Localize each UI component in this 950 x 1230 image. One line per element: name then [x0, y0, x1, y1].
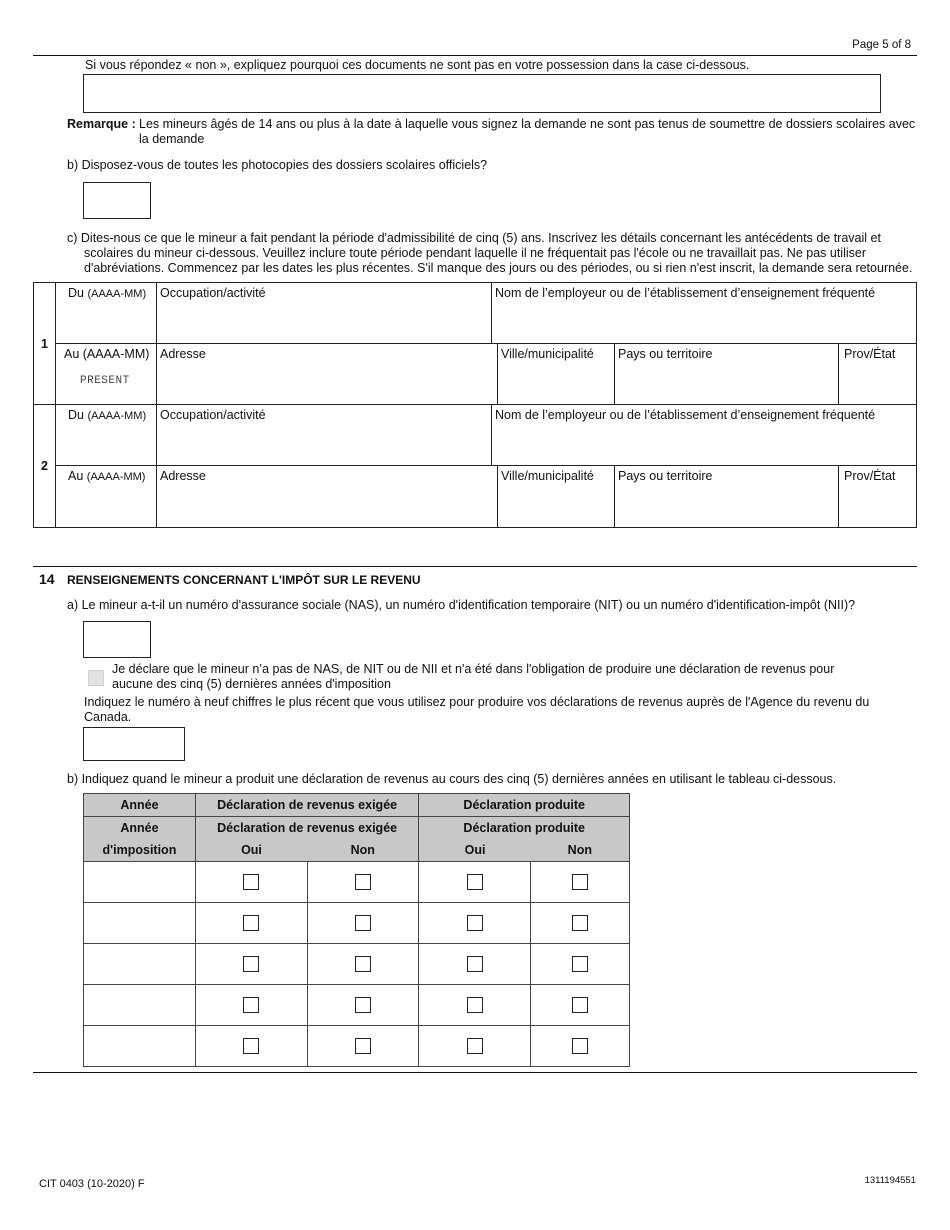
tax-id-answer-field[interactable]: [83, 621, 151, 658]
checkbox-cell: [195, 1026, 307, 1067]
question-b-tax-returns: b) Indiquez quand le mineur a produit une déclaration de revenus au cours des cinq (5) dernières années en utilisant le tableau ci-dessous.: [67, 772, 837, 786]
checkbox-cell: [531, 862, 630, 903]
section-title: RENSEIGNEMENTS CONCERNANT L'IMPÔT SUR LE REVENU: [67, 573, 421, 587]
tax-year-row: [84, 985, 630, 1026]
date-format-hint: (AAAA-MM): [87, 410, 147, 422]
date-format-hint: (AAAA-MM): [87, 288, 147, 300]
column-header-filed-yes: Oui: [419, 839, 531, 862]
filed-yes-checkbox[interactable]: [467, 874, 483, 890]
checkbox-cell: [531, 1026, 630, 1067]
history-row-number-cell: [33, 404, 56, 528]
required-yes-checkbox[interactable]: [243, 956, 259, 972]
checkbox-cell: [307, 903, 419, 944]
from-date-label: Du: [68, 286, 84, 300]
checkbox-cell: [531, 903, 630, 944]
column-header-return-filed: Déclaration produite: [419, 794, 630, 817]
column-header-return-required: Déclaration de revenus exigée: [195, 817, 419, 840]
top-divider: [33, 55, 917, 56]
province-field[interactable]: [838, 465, 917, 528]
remark-text-line2: la demande: [139, 132, 205, 146]
employer-name-field[interactable]: [491, 404, 917, 466]
history-table: [33, 282, 917, 528]
question-b-school-records: b) Disposez-vous de toutes les photocopies des dossiers scolaires officiels?: [67, 158, 488, 172]
occupation-field[interactable]: [156, 282, 492, 344]
checkbox-cell: [419, 985, 531, 1026]
page-indicator: Page 5 of 8: [852, 39, 911, 51]
required-no-checkbox[interactable]: [355, 1038, 371, 1054]
section-14-divider: [33, 566, 917, 567]
checkbox-cell: [531, 944, 630, 985]
country-field[interactable]: [614, 343, 839, 405]
tax-returns-table: [83, 793, 630, 1067]
address-field[interactable]: [156, 343, 498, 405]
checkbox-cell: [195, 944, 307, 985]
section-number: 14: [39, 571, 55, 587]
question-c-line1: c) Dites-nous ce que le mineur a fait pendant la période d'admissibilité de cinq (5) ans. Inscrivez les détails concernant les antécédents de travail et: [67, 231, 881, 245]
form-code: CIT 0403 (10-2020) F: [39, 1178, 145, 1190]
remark-label: Remarque :: [67, 117, 136, 131]
tax-year-field[interactable]: [84, 903, 196, 944]
required-no-checkbox[interactable]: [355, 956, 371, 972]
province-field[interactable]: [838, 343, 917, 405]
filed-no-checkbox[interactable]: [572, 956, 588, 972]
checkbox-cell: [419, 1026, 531, 1067]
address-label: Adresse: [160, 469, 206, 483]
filed-no-checkbox[interactable]: [572, 874, 588, 890]
column-header-filed-no: Non: [531, 839, 630, 862]
city-label: Ville/municipalité: [501, 347, 594, 361]
checkbox-cell: [307, 862, 419, 903]
remark-text-line1: Les mineurs âgés de 14 ans ou plus à la date à laquelle vous signez la demande ne sont pas tenus de soumettre de dossiers scolaires avec: [139, 117, 916, 131]
filed-no-checkbox[interactable]: [572, 1038, 588, 1054]
required-yes-checkbox[interactable]: [243, 874, 259, 890]
tax-year-field[interactable]: [84, 1026, 196, 1067]
required-yes-checkbox[interactable]: [243, 915, 259, 931]
to-date-field[interactable]: [55, 343, 157, 405]
question-c-line3: d'abréviations. Commencez par les dates les plus récentes. S'il manque des jours ou des périodes, ou si rien n'est inscrit, la demande sera retournée.: [84, 261, 913, 275]
required-no-checkbox[interactable]: [355, 874, 371, 890]
to-date-field[interactable]: [55, 465, 157, 528]
column-header-required-no: Non: [307, 839, 419, 862]
required-yes-checkbox[interactable]: [243, 997, 259, 1013]
filed-yes-checkbox[interactable]: [467, 956, 483, 972]
filed-yes-checkbox[interactable]: [467, 915, 483, 931]
city-label: Ville/municipalité: [501, 469, 594, 483]
required-yes-checkbox[interactable]: [243, 1038, 259, 1054]
from-date-field[interactable]: [55, 282, 157, 344]
country-label: Pays ou territoire: [618, 347, 713, 361]
checkbox-cell: [419, 862, 531, 903]
tax-year-field[interactable]: [84, 862, 196, 903]
to-date-value: PRESENT: [80, 375, 130, 387]
tax-year-field[interactable]: [84, 944, 196, 985]
checkbox-cell: [307, 985, 419, 1026]
employer-name-label: Nom de l’employeur ou de l’établissement d’enseignement fréquenté: [495, 286, 876, 300]
required-no-checkbox[interactable]: [355, 997, 371, 1013]
employer-name-label: Nom de l’employeur ou de l’établissement d’enseignement fréquenté: [495, 408, 876, 422]
province-label: Prov/État: [844, 347, 896, 361]
province-label: Prov/État: [844, 469, 896, 483]
column-header-return-filed: Déclaration produite: [419, 817, 630, 840]
city-field[interactable]: [497, 343, 615, 405]
filed-no-checkbox[interactable]: [572, 915, 588, 931]
to-date-label: Au: [68, 469, 84, 483]
occupation-label: Occupation/activité: [160, 408, 266, 422]
checkbox-cell: [307, 944, 419, 985]
from-date-field[interactable]: [55, 404, 157, 466]
filed-no-checkbox[interactable]: [572, 997, 588, 1013]
indicate-number-line1: Indiquez le numéro à neuf chiffres le plus récent que vous utilisez pour produire vos déclarations de revenus auprès de l'Agence du revenu du: [84, 695, 870, 709]
explanation-field[interactable]: [83, 74, 881, 113]
tax-number-field[interactable]: [83, 727, 185, 761]
from-date-label: Du: [68, 408, 84, 422]
history-row-number: 1: [41, 337, 48, 351]
tax-year-row: [84, 862, 630, 903]
city-field[interactable]: [497, 465, 615, 528]
occupation-label: Occupation/activité: [160, 286, 266, 300]
no-tax-id-declaration-checkbox[interactable]: [88, 670, 104, 686]
column-header-required-yes: Oui: [195, 839, 307, 862]
bottom-divider: [33, 1072, 917, 1073]
checkbox-cell: [195, 862, 307, 903]
indicate-number-line2: Canada.: [84, 710, 132, 724]
column-header-year: Année: [84, 817, 196, 840]
history-row-number-cell: [33, 282, 56, 405]
address-label: Adresse: [160, 347, 206, 361]
column-header-year: Année: [84, 794, 196, 817]
barcode-number: 1311194551: [864, 1175, 916, 1186]
declaration-line2: aucune des cinq (5) dernières années d'imposition: [112, 677, 391, 691]
date-format-hint: (AAAA-MM): [86, 471, 146, 483]
tax-year-field[interactable]: [84, 985, 196, 1026]
filed-yes-checkbox[interactable]: [467, 997, 483, 1013]
question-c-line2: scolaires du mineur ci-dessous. Veuillez inclure toute période pendant laquelle il ne fréquentait pas l'école ou ne travaillait pas. Ne pas utiliser: [84, 246, 867, 260]
tax-year-row: [84, 944, 630, 985]
country-label: Pays ou territoire: [618, 469, 713, 483]
column-header-return-required: Déclaration de revenus exigée: [195, 794, 419, 817]
declaration-line1: Je déclare que le mineur n’a pas de NAS, de NIT ou de NII et n'a été dans l'obligation de produire une déclaration de revenus pour: [112, 662, 835, 676]
school-records-answer-field[interactable]: [83, 182, 151, 219]
country-field[interactable]: [614, 465, 839, 528]
employer-name-field[interactable]: [491, 282, 917, 344]
checkbox-cell: [419, 944, 531, 985]
checkbox-cell: [195, 985, 307, 1026]
address-field[interactable]: [156, 465, 498, 528]
checkbox-cell: [307, 1026, 419, 1067]
filed-yes-checkbox[interactable]: [467, 1038, 483, 1054]
checkbox-cell: [195, 903, 307, 944]
tax-year-row: [84, 903, 630, 944]
checkbox-cell: [419, 903, 531, 944]
occupation-field[interactable]: [156, 404, 492, 466]
required-no-checkbox[interactable]: [355, 915, 371, 931]
to-date-label: Au (AAAA-MM): [64, 347, 150, 361]
history-row-number: 2: [41, 459, 48, 473]
column-header-tax-year: d'imposition: [84, 839, 196, 862]
question-a-tax-id: a) Le mineur a-t-il un numéro d'assurance sociale (NAS), un numéro d'identification temporaire (NIT) ou un numéro d'identification-impôt (NII)?: [67, 598, 856, 612]
checkbox-cell: [531, 985, 630, 1026]
tax-year-row: [84, 1026, 630, 1067]
explain-prompt: Si vous répondez « non », expliquez pourquoi ces documents ne sont pas en votre possession dans la case ci-dessous.: [85, 58, 750, 72]
